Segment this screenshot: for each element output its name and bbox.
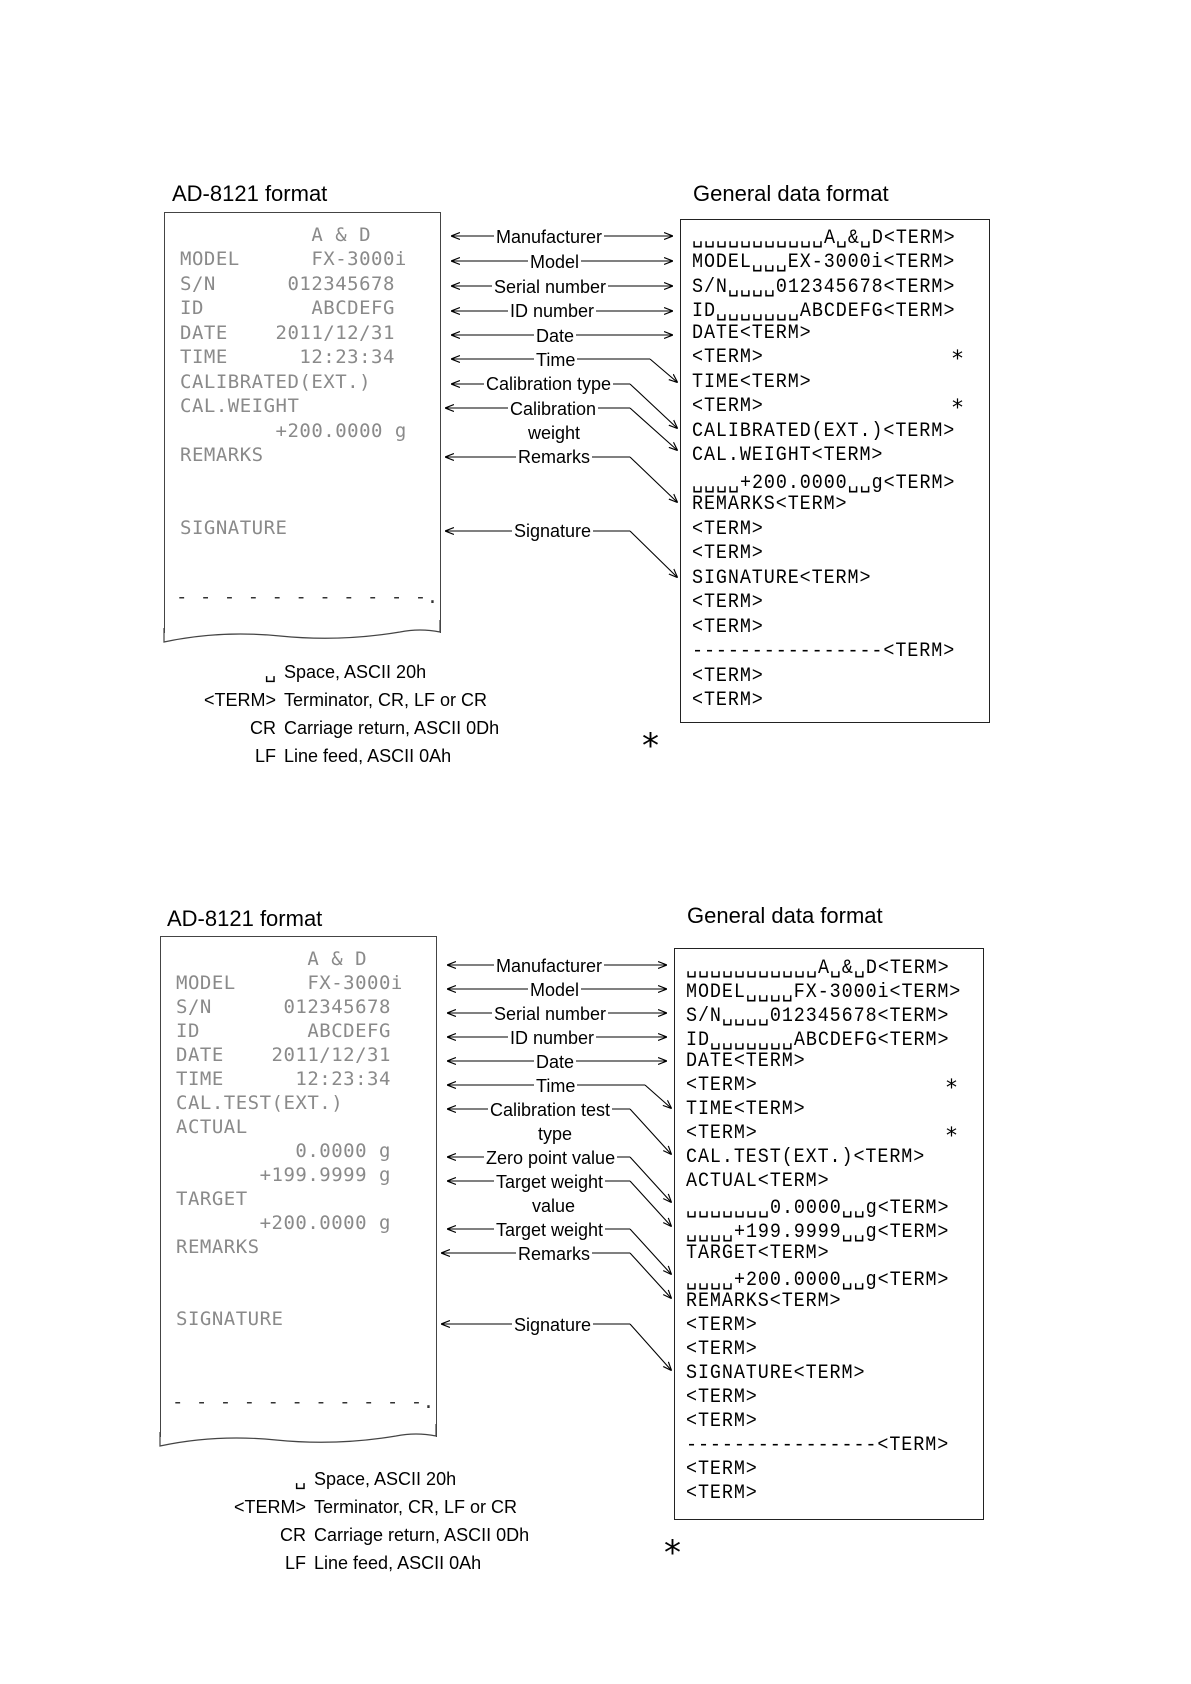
label-serial-number: Serial number xyxy=(494,1004,607,1024)
label-type: type xyxy=(538,1124,573,1144)
general-line: <TERM> xyxy=(686,1386,758,1409)
legend-text: Terminator, CR, LF or CR xyxy=(284,690,488,710)
general-line: CAL.WEIGHT<TERM> xyxy=(692,444,884,467)
ticket-cut-line: - - - - - - - - - - -. xyxy=(176,586,439,608)
label-calibration: Calibration xyxy=(510,399,597,419)
legend-text: Terminator, CR, LF or CR xyxy=(314,1497,518,1517)
label-signature: Signature xyxy=(514,521,592,541)
legend-text: Carriage return, ASCII 0Dh xyxy=(284,718,500,738)
section1-title-right: General data format xyxy=(693,181,889,206)
general-line: SIGNATURE<TERM> xyxy=(686,1362,866,1385)
general-line: ␣␣␣␣␣␣␣0.0000␣␣g<TERM> xyxy=(686,1197,950,1220)
ticket-line: A & D xyxy=(176,948,368,970)
ticket-line: TIME 12:23:34 xyxy=(180,346,395,368)
general-line: ----------------<TERM> xyxy=(692,640,956,663)
star-note: * xyxy=(664,1533,681,1573)
ticket-line: TIME 12:23:34 xyxy=(176,1068,391,1090)
ticket-cut-line: - - - - - - - - - - -. xyxy=(172,1391,435,1413)
general-line: <TERM> xyxy=(686,1314,758,1337)
general-line: <TERM> xyxy=(692,395,764,418)
general-line: CAL.TEST(EXT.)<TERM> xyxy=(686,1146,926,1169)
label-id-number: ID number xyxy=(510,1028,595,1048)
general-line: <TERM> xyxy=(692,616,764,639)
ticket-line: ID ABCDEFG xyxy=(176,1020,391,1042)
legend-text: Line feed, ASCII 0Ah xyxy=(314,1553,482,1573)
star-mark: * xyxy=(952,347,963,372)
ticket-line: ACTUAL xyxy=(176,1116,248,1138)
label-time: Time xyxy=(536,1076,576,1096)
general-line: S/N␣␣␣␣012345678<TERM> xyxy=(692,276,956,299)
general-line: ␣␣␣␣␣␣␣␣␣␣␣A␣&␣D<TERM> xyxy=(686,957,950,980)
general-line: <TERM> xyxy=(686,1482,758,1505)
general-line: <TERM> xyxy=(692,518,764,541)
general-line: <TERM> xyxy=(686,1458,758,1481)
ticket-line: MODEL FX-3000i xyxy=(180,248,407,270)
ticket-line: S/N 012345678 xyxy=(176,996,391,1018)
ticket-line: ID ABCDEFG xyxy=(180,297,395,319)
general-line: REMARKS<TERM> xyxy=(686,1290,842,1313)
general-line: <TERM> xyxy=(692,542,764,565)
general-line: <TERM> xyxy=(692,689,764,712)
general-line: ␣␣␣␣+200.0000␣␣g<TERM> xyxy=(686,1269,950,1292)
label-remarks: Remarks xyxy=(518,447,591,467)
label-model: Model xyxy=(530,980,580,1000)
general-line: ACTUAL<TERM> xyxy=(686,1170,830,1193)
general-line: SIGNATURE<TERM> xyxy=(692,567,872,590)
ticket-line: TARGET xyxy=(176,1188,248,1210)
general-line: TIME<TERM> xyxy=(686,1098,806,1121)
ticket-line: 0.0000 g xyxy=(176,1140,391,1162)
star-mark: * xyxy=(946,1076,957,1101)
label-weight: weight xyxy=(528,423,581,443)
label-manufacturer: Manufacturer xyxy=(496,956,603,976)
legend-symbol: ␣ xyxy=(264,662,276,682)
legend-text: Line feed, ASCII 0Ah xyxy=(284,746,452,766)
ticket-line: REMARKS xyxy=(176,1236,260,1258)
label-zero-point-value: Zero point value xyxy=(486,1148,616,1168)
section1-title-left: AD-8121 format xyxy=(172,181,328,206)
section2-title-right: General data format xyxy=(687,903,883,928)
ticket-line: SIGNATURE xyxy=(176,1308,284,1330)
label-target-weight-value: Target weight xyxy=(496,1172,604,1192)
general-line: <TERM> xyxy=(692,665,764,688)
general-line: <TERM> xyxy=(692,346,764,369)
general-line: ␣␣␣␣␣␣␣␣␣␣␣A␣&␣D<TERM> xyxy=(692,227,956,250)
label-time: Time xyxy=(536,350,576,370)
general-line: CALIBRATED(EXT.)<TERM> xyxy=(692,420,956,443)
label-calibration-type: Calibration type xyxy=(486,374,612,394)
ticket-line: SIGNATURE xyxy=(180,517,288,539)
ticket-line: +199.9999 g xyxy=(176,1164,391,1186)
label-model: Model xyxy=(530,252,580,272)
legend-symbol: CR xyxy=(250,718,276,738)
star-mark: * xyxy=(952,396,963,421)
general-line: <TERM> xyxy=(686,1410,758,1433)
general-line: DATE<TERM> xyxy=(686,1050,806,1073)
label-manufacturer: Manufacturer xyxy=(496,227,603,247)
general-line: <TERM> xyxy=(686,1338,758,1361)
general-line: DATE<TERM> xyxy=(692,322,812,345)
legend-symbol: <TERM> xyxy=(233,1497,306,1517)
label-date: Date xyxy=(536,326,575,346)
label-serial-number: Serial number xyxy=(494,277,607,297)
general-line: MODEL␣␣␣␣FX-3000i<TERM> xyxy=(686,981,962,1004)
star-note: * xyxy=(642,726,659,766)
general-line: TIME<TERM> xyxy=(692,371,812,394)
general-line: <TERM> xyxy=(692,591,764,614)
legend-symbol: LF xyxy=(284,1553,306,1573)
general-line: ID␣␣␣␣␣␣␣ABCDEFG<TERM> xyxy=(686,1029,950,1052)
ticket-line: MODEL FX-3000i xyxy=(176,972,403,994)
general-line: ␣␣␣␣+199.9999␣␣g<TERM> xyxy=(686,1221,950,1244)
general-line: MODEL␣␣␣EX-3000i<TERM> xyxy=(692,251,956,274)
general-line: ␣␣␣␣+200.0000␣␣g<TERM> xyxy=(692,472,956,495)
label-signature: Signature xyxy=(514,1315,592,1335)
general-line: TARGET<TERM> xyxy=(686,1242,830,1265)
label-value: value xyxy=(532,1196,576,1216)
label-target-weight: Target weight xyxy=(496,1220,604,1240)
legend-text: Carriage return, ASCII 0Dh xyxy=(314,1525,530,1545)
legend-symbol: LF xyxy=(254,746,276,766)
legend-symbol: ␣ xyxy=(294,1469,306,1489)
general-line: ----------------<TERM> xyxy=(686,1434,950,1457)
ticket-line: CAL.WEIGHT xyxy=(180,395,300,417)
legend-text: Space, ASCII 20h xyxy=(284,662,427,682)
general-line: <TERM> xyxy=(686,1074,758,1097)
legend-symbol: <TERM> xyxy=(203,690,276,710)
legend-symbol: CR xyxy=(280,1525,306,1545)
ticket-line: DATE 2011/12/31 xyxy=(176,1044,391,1066)
general-line: <TERM> xyxy=(686,1122,758,1145)
label-id-number: ID number xyxy=(510,301,595,321)
ticket-line: +200.0000 g xyxy=(180,420,407,442)
ticket-line: A & D xyxy=(180,224,372,246)
ticket-line: DATE 2011/12/31 xyxy=(180,322,395,344)
ticket-line: S/N 012345678 xyxy=(180,273,395,295)
label-calibration-test: Calibration test xyxy=(490,1100,611,1120)
ticket-line: +200.0000 g xyxy=(176,1212,391,1234)
label-date: Date xyxy=(536,1052,575,1072)
star-mark: * xyxy=(946,1124,957,1149)
label-remarks: Remarks xyxy=(518,1244,591,1264)
general-line: REMARKS<TERM> xyxy=(692,493,848,516)
general-line: ID␣␣␣␣␣␣␣ABCDEFG<TERM> xyxy=(692,300,956,323)
ticket-line: REMARKS xyxy=(180,444,264,466)
legend-text: Space, ASCII 20h xyxy=(314,1469,457,1489)
ticket-line: CALIBRATED(EXT.) xyxy=(180,371,372,393)
general-line: S/N␣␣␣␣012345678<TERM> xyxy=(686,1005,950,1028)
ticket-line: CAL.TEST(EXT.) xyxy=(176,1092,344,1114)
section2-title-left: AD-8121 format xyxy=(167,906,323,931)
